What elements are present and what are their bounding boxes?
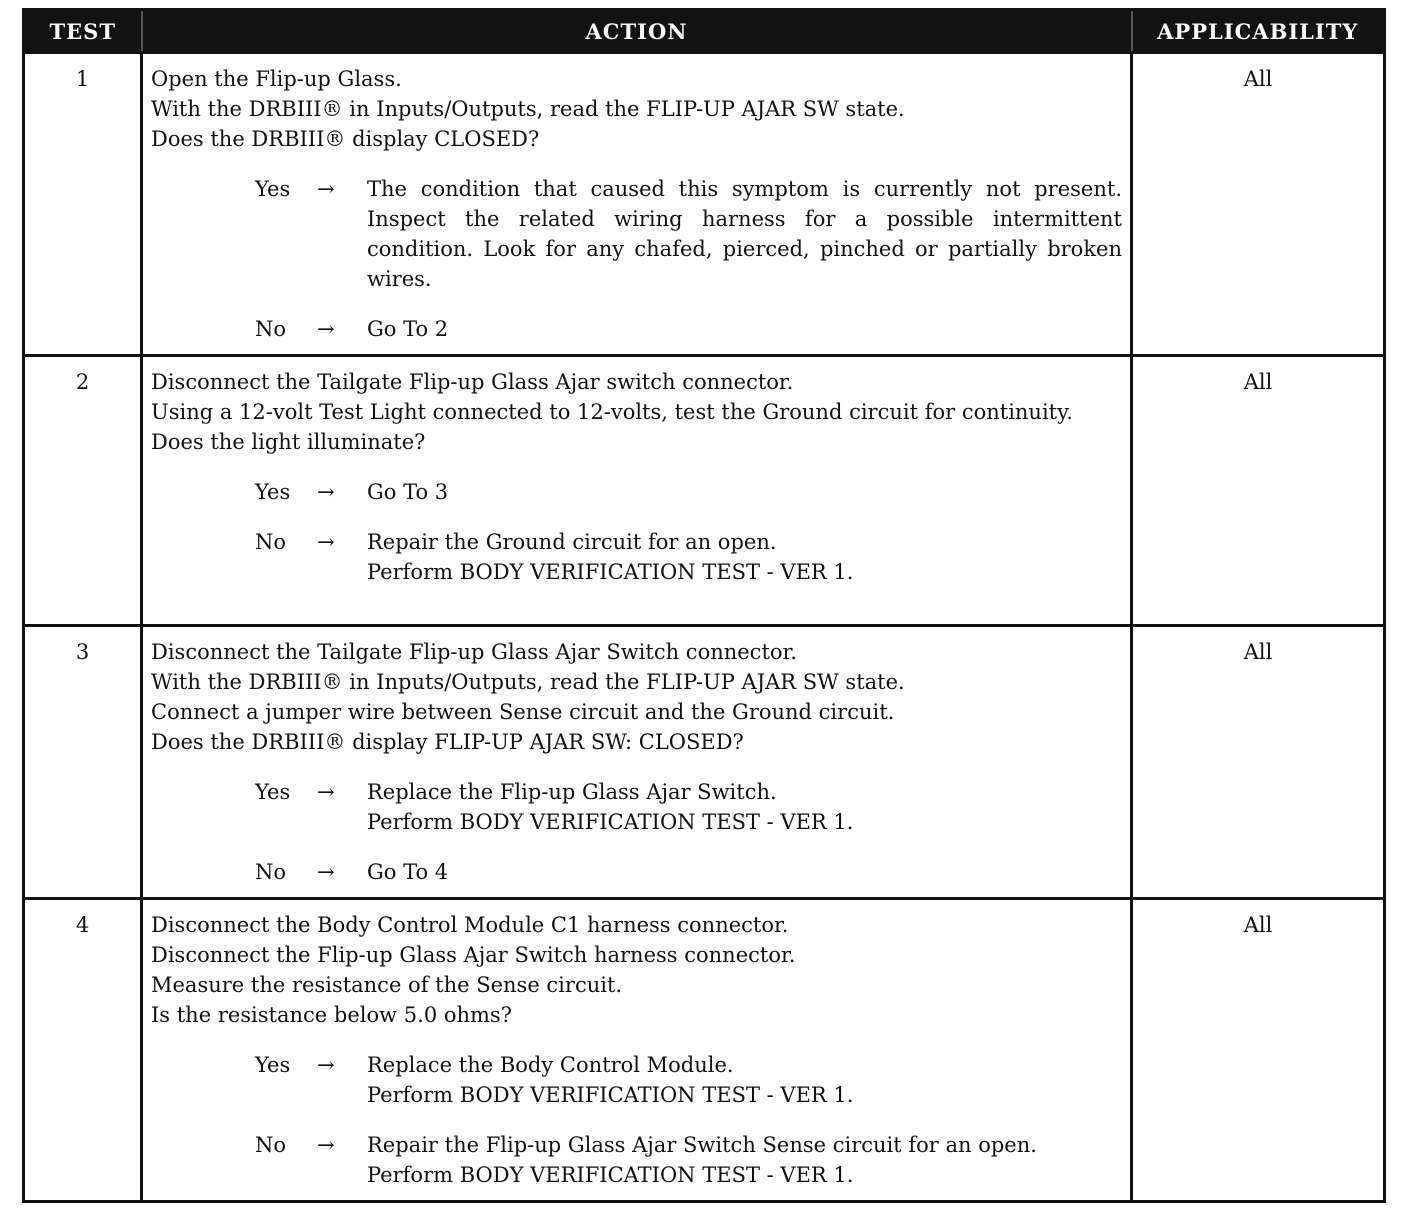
- outcome-yes: [151, 174, 1122, 294]
- outcome-label: No: [255, 860, 287, 884]
- outcome-result: [367, 477, 1122, 507]
- result-line: Replace the Flip-up Glass Ajar Switch.: [367, 780, 777, 804]
- outcome-result: [367, 857, 1122, 887]
- outcome-label: Yes: [255, 780, 291, 804]
- result-line: Go To 4: [367, 860, 449, 884]
- action-step: Does the light illuminate?: [151, 430, 426, 454]
- arrow-right-icon: →: [317, 780, 335, 804]
- diagnostic-test-table: [22, 8, 1386, 1203]
- arrow-right-icon: →: [317, 1133, 335, 1157]
- applicability-value: All: [1132, 626, 1385, 899]
- action-step: Open the Flip-up Glass.: [151, 67, 402, 91]
- outcome-label: No: [255, 530, 287, 554]
- test-number: 1: [24, 53, 142, 356]
- applicability-value: All: [1132, 356, 1385, 626]
- outcome-yes: [151, 777, 1122, 837]
- action-step: Measure the resistance of the Sense circuit.: [151, 973, 623, 997]
- test-number: 2: [24, 356, 142, 626]
- arrow-right-icon: →: [317, 1053, 335, 1077]
- action-step: With the DRBIII® in Inputs/Outputs, read the FLIP-UP AJAR SW state.: [151, 670, 905, 694]
- header-applicability: APPLICABILITY: [1132, 10, 1385, 53]
- outcome-result: [367, 314, 1122, 344]
- test-number: 4: [24, 899, 142, 1202]
- outcome-result: [367, 1130, 1122, 1190]
- action-step: Disconnect the Tailgate Flip-up Glass Ajar Switch connector.: [151, 640, 797, 664]
- result-line: Perform BODY VERIFICATION TEST - VER 1.: [367, 810, 854, 834]
- arrow-right-icon: →: [317, 480, 335, 504]
- action-step: Disconnect the Flip-up Glass Ajar Switch harness connector.: [151, 943, 796, 967]
- outcome-label: No: [255, 1133, 287, 1157]
- table-row: [24, 626, 1385, 899]
- action-step: Disconnect the Body Control Module C1 harness connector.: [151, 913, 789, 937]
- result-line: Perform BODY VERIFICATION TEST - VER 1.: [367, 1163, 854, 1187]
- result-line: Replace the Body Control Module.: [367, 1053, 734, 1077]
- outcome-result: [367, 1050, 1122, 1110]
- table-row: [24, 899, 1385, 1202]
- result-line: The condition that caused this symptom is currently not present. Inspect the related wiring harness for a possible intermittent condition. Look for any chafed, pierced, pinched or partially broken wires.: [367, 177, 1122, 291]
- action-cell: [142, 356, 1132, 626]
- arrow-right-icon: →: [317, 530, 335, 554]
- action-step: Using a 12-volt Test Light connected to 12-volts, test the Ground circuit for continuity.: [151, 400, 1073, 424]
- result-line: Go To 2: [367, 317, 449, 341]
- action-step: Is the resistance below 5.0 ohms?: [151, 1003, 512, 1027]
- outcome-label: No: [255, 317, 287, 341]
- action-step: Disconnect the Tailgate Flip-up Glass Ajar switch connector.: [151, 370, 794, 394]
- outcome-no: [151, 314, 1122, 344]
- result-line: Perform BODY VERIFICATION TEST - VER 1.: [367, 1083, 854, 1107]
- outcome-result: [367, 777, 1122, 837]
- applicability-value: All: [1132, 53, 1385, 356]
- action-cell: [142, 53, 1132, 356]
- table-row: [24, 53, 1385, 356]
- action-step: With the DRBIII® in Inputs/Outputs, read the FLIP-UP AJAR SW state.: [151, 97, 905, 121]
- result-line: Perform BODY VERIFICATION TEST - VER 1.: [367, 560, 854, 584]
- outcome-label: Yes: [255, 1053, 291, 1077]
- outcome-no: [151, 1130, 1122, 1190]
- outcome-yes: [151, 477, 1122, 507]
- action-step: Does the DRBIII® display CLOSED?: [151, 127, 540, 151]
- result-line: Repair the Flip-up Glass Ajar Switch Sense circuit for an open.: [367, 1133, 1037, 1157]
- action-step: Does the DRBIII® display FLIP-UP AJAR SW: CLOSED?: [151, 730, 744, 754]
- arrow-right-icon: →: [317, 860, 335, 884]
- outcome-result: [367, 174, 1122, 294]
- table-row: [24, 356, 1385, 626]
- header-test: TEST: [24, 10, 142, 53]
- arrow-right-icon: →: [317, 317, 335, 341]
- outcome-label: Yes: [255, 480, 291, 504]
- header-action: ACTION: [142, 10, 1132, 53]
- action-step: Connect a jumper wire between Sense circuit and the Ground circuit.: [151, 700, 895, 724]
- arrow-right-icon: →: [317, 177, 335, 201]
- action-cell: [142, 626, 1132, 899]
- outcome-yes: [151, 1050, 1122, 1110]
- outcome-result: [367, 527, 1122, 587]
- table-header: [24, 10, 1385, 53]
- outcome-no: [151, 527, 1122, 587]
- result-line: Go To 3: [367, 480, 449, 504]
- outcome-no: [151, 857, 1122, 887]
- table-body: [24, 53, 1385, 1202]
- result-line: Repair the Ground circuit for an open.: [367, 530, 777, 554]
- test-number: 3: [24, 626, 142, 899]
- outcome-label: Yes: [255, 177, 291, 201]
- action-cell: [142, 899, 1132, 1202]
- applicability-value: All: [1132, 899, 1385, 1202]
